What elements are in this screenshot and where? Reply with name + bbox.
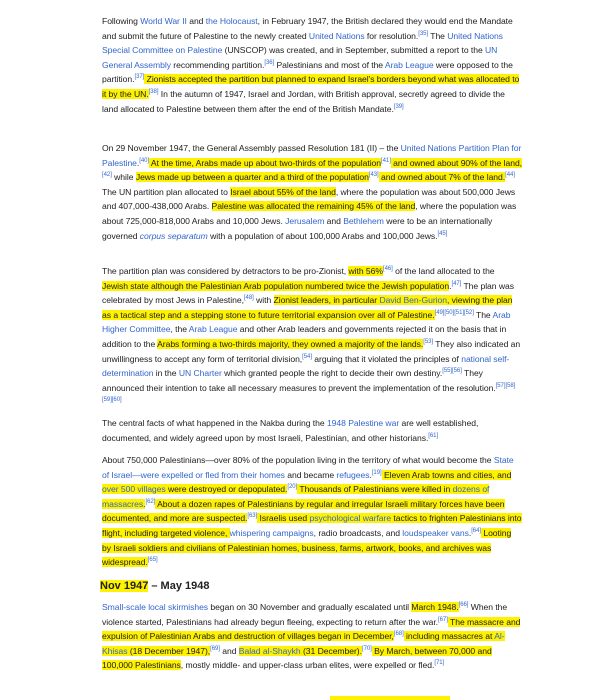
- body-text: while: [111, 172, 136, 183]
- highlighted-text: tactics to frighten Palestinians into flight, including targeted violence,: [102, 513, 522, 538]
- citation-link[interactable]: [49][50][51][52]: [434, 309, 474, 316]
- paragraph-1: [102, 14, 522, 116]
- highlighted-text: March 1948: [411, 602, 457, 612]
- highlighted-text: Palestine was allocated the remaining 45% of the land: [211, 201, 416, 212]
- citation-link[interactable]: [19]: [371, 469, 382, 476]
- highlighted-text: Zionists accepted the partition but planned to expand Israel's borders beyond what was allocated to it by the UN.: [102, 74, 520, 99]
- wiki-link[interactable]: refugees: [336, 469, 370, 480]
- paragraph-5: [102, 453, 522, 570]
- wiki-link[interactable]: United Nations Special Committee on Palestine: [102, 30, 503, 56]
- body-text: and: [219, 645, 239, 656]
- highlighted-text: Eleven Arab towns and cities, and: [381, 469, 512, 480]
- highlighted-text: At the time,: [149, 157, 196, 168]
- body-text: On 29 November 1947, the General Assembly passed Resolution 181 (II) – the: [102, 143, 401, 153]
- body-text: of the land allocated to the: [392, 266, 495, 276]
- highlighted-text: including massacres at: [403, 631, 495, 642]
- body-text: and: [186, 16, 206, 26]
- paragraph-4: [102, 416, 522, 445]
- highlighted-text: with 56%: [348, 266, 383, 276]
- body-text: for resolution.: [364, 30, 419, 41]
- paragraph-6: [102, 600, 522, 673]
- wiki-link[interactable]: Arab League: [384, 59, 434, 70]
- highlighted-text: , viewing the plan as a tactical step and a stepping stone to future territorial expansion over all of Palestine.: [102, 295, 513, 320]
- citation-link[interactable]: [71]: [434, 660, 445, 667]
- citation-link[interactable]: [61]: [428, 432, 439, 439]
- body-text: They announced their intention to take all necessary measures to prevent the implementation of the resolution.: [102, 368, 496, 393]
- body-text: .: [449, 280, 452, 291]
- citation-link[interactable]: [46]: [382, 266, 393, 273]
- body-text: with a population of about 100,000 Arabs and 100,000 Jews.: [207, 230, 438, 241]
- wiki-link[interactable]: United Nations Partition Plan for Palestine: [102, 143, 522, 168]
- paragraph-3: [102, 264, 522, 410]
- citation-link[interactable]: [48]: [243, 295, 254, 302]
- highlighted-text: Jewish state although the Palestinian Arab population numbered twice the Jewish population: [102, 280, 450, 291]
- wiki-link[interactable]: Balad al-Shaykh: [238, 645, 301, 656]
- citation-link[interactable]: [67]: [438, 616, 448, 623]
- highlight-strip: [330, 696, 450, 700]
- body-text: , the: [170, 324, 189, 335]
- citation-link[interactable]: [35]: [418, 30, 429, 37]
- body-text: The: [428, 30, 448, 41]
- citation-link[interactable]: [41]: [381, 157, 391, 164]
- wiki-link[interactable]: the Holocaust: [205, 16, 258, 26]
- citation-link[interactable]: [68]: [393, 631, 404, 638]
- citation-link[interactable]: [64]: [471, 528, 481, 535]
- highlighted-text: and owned about 90% of the land,: [390, 157, 523, 168]
- section-heading: [100, 580, 209, 592]
- paragraph-2: [102, 141, 522, 243]
- highlighted-text: Israelis used: [257, 513, 310, 524]
- body-text: About 750,000 Palestinians—over 80% of the population living in the territory of what would become the: [102, 455, 494, 465]
- citation-link[interactable]: [69]: [210, 645, 220, 652]
- highlighted-text: The massacre and expulsion of Palestinian Arabs and destruction of villages began in December,: [102, 616, 521, 642]
- wiki-link[interactable]: State of Israel: [102, 455, 514, 480]
- body-text: with: [253, 295, 274, 306]
- highlighted-text: were destroyed or depopulated.: [165, 484, 288, 495]
- body-text: are well established, documented, and widely agreed upon by most Israeli, Palestinian, and other historians.: [102, 418, 479, 443]
- citation-link[interactable]: [53]: [423, 339, 434, 346]
- body-text: .: [136, 157, 140, 168]
- body-text: and other Arab leaders and governments rejected it on the basis that in addition to the: [102, 324, 507, 349]
- wiki-link[interactable]: psychological warfare: [309, 513, 392, 524]
- citation-link[interactable]: [39]: [393, 103, 404, 110]
- highlighted-text: Arabs forming a two-thirds majority, they owned a majority of the lands.: [157, 338, 424, 349]
- body-text: in the: [153, 368, 179, 379]
- body-text: , radio broadcasts, and: [313, 527, 403, 538]
- citation-link[interactable]: [40]: [139, 157, 150, 164]
- wiki-link[interactable]: 1948 Palestine war: [326, 418, 400, 428]
- highlighted-text: .: [143, 498, 146, 509]
- citation-link[interactable]: [66]: [458, 602, 469, 609]
- body-text: Palestinians and most of the: [274, 59, 385, 70]
- wiki-link[interactable]: United Nations: [308, 30, 365, 41]
- body-text: (UNSCOP) was created, and in September, submitted a report to the: [222, 45, 486, 56]
- wiki-link[interactable]: corpus separatum: [139, 230, 208, 241]
- highlighted-text: Arabs made up about two-thirds of the population: [195, 157, 382, 168]
- citation-link[interactable]: [54]: [302, 353, 312, 360]
- highlighted-text: Thousands of Palestinians were killed in: [297, 484, 453, 495]
- wiki-link[interactable]: Jerusalem: [285, 215, 325, 226]
- highlighted-text: (18 December 1947),: [127, 645, 211, 656]
- highlighted-text: About a dozen rapes of Palestinians by regular and irregular Israeli military forces have been documented, and more are suspected.: [102, 498, 505, 524]
- body-text: were to be an internationally governed: [102, 215, 493, 241]
- citation-link[interactable]: [44]: [505, 172, 515, 179]
- body-text: .: [468, 527, 472, 538]
- body-text: .: [369, 469, 372, 480]
- citation-link[interactable]: [65]: [147, 557, 158, 564]
- citation-link[interactable]: [42]: [102, 172, 112, 179]
- citation-link[interactable]: [57][58][59][60]: [102, 382, 516, 404]
- body-text: began on 30 November and gradually escalated until: [208, 602, 412, 612]
- body-text: recommending partition.: [170, 59, 265, 70]
- wiki-link[interactable]: —were expelled or fled from their homes: [132, 469, 285, 480]
- citation-link[interactable]: [55][56]: [442, 368, 462, 375]
- wiki-link[interactable]: Arab League: [188, 324, 238, 335]
- citation-link[interactable]: [47]: [451, 280, 462, 287]
- body-text: They also indicated an unwillingness to accept any form of territorial division,: [102, 338, 521, 364]
- highlighted-text: Israel about 55% of the land: [230, 186, 336, 197]
- citation-link[interactable]: [36]: [264, 59, 275, 66]
- section-heading-highlight: Nov 1947: [100, 580, 149, 592]
- wiki-link[interactable]: dozens of massacres: [102, 484, 490, 509]
- body-text: The partition plan was considered by detractors to be pro-Zionist,: [102, 266, 349, 276]
- body-text: Following: [102, 16, 141, 26]
- highlighted-text: and owned about 7% of the land.: [378, 172, 506, 183]
- body-text: and became: [284, 469, 337, 480]
- wiki-link[interactable]: Bethlehem: [343, 215, 384, 226]
- body-text: arguing that it violated the principles of: [311, 353, 462, 364]
- highlighted-text: By March, between 70,000 and 100,000 Palestinians: [102, 645, 492, 671]
- body-text: The plan was celebrated by most Jews in Palestine,: [102, 280, 514, 306]
- citation-link[interactable]: [63]: [247, 513, 258, 520]
- wiki-link[interactable]: UN Charter: [178, 368, 222, 379]
- highlighted-text: (31 December).: [300, 645, 362, 656]
- wiki-link[interactable]: Arab Higher Committee: [102, 309, 511, 335]
- body-text: were opposed to the partition.: [102, 59, 513, 85]
- wiki-link[interactable]: over 500 villages: [102, 484, 166, 495]
- body-text: , in February 1947, the British declared they would end the Mandate and submit the future of Palestine to the newly created: [102, 16, 513, 41]
- body-text: The: [473, 309, 493, 320]
- highlighted-text: .: [456, 602, 459, 612]
- citation-link[interactable]: [37]: [134, 74, 145, 81]
- body-text: When the violence started, Palestinians had already begun fleeing, expecting to return after the war.: [102, 602, 508, 627]
- wiki-link[interactable]: loudspeaker vans: [402, 527, 469, 538]
- citation-link[interactable]: [43]: [368, 172, 379, 179]
- wiki-link[interactable]: Small-scale local skirmishes: [102, 602, 209, 612]
- wiki-link[interactable]: national self-determination: [102, 353, 510, 379]
- wiki-link[interactable]: David Ben-Gurion: [379, 295, 447, 306]
- citation-link[interactable]: [70]: [361, 645, 372, 652]
- wiki-link[interactable]: whispering campaigns: [229, 527, 314, 538]
- body-text: The central facts of what happened in the Nakba during the: [102, 418, 327, 428]
- body-text: and: [324, 215, 344, 226]
- body-text: , mostly middle- and upper-class urban elites, were expelled or fled.: [180, 660, 435, 671]
- body-text: which granted people the right to decide their own destiny.: [221, 368, 443, 379]
- wiki-link[interactable]: UN General Assembly: [102, 45, 498, 70]
- highlighted-text: Zionist leaders, in particular: [273, 295, 380, 306]
- citation-link[interactable]: [45]: [437, 230, 448, 237]
- highlighted-text: Looting by Israeli soldiers and civilians of Palestinian homes, business, farms, artwork, books, and archives was widespread.: [102, 527, 512, 568]
- highlighted-text: Jews made up between a quarter and a third of the population: [135, 172, 369, 183]
- citation-link[interactable]: [20]: [287, 484, 298, 491]
- body-text: The UN partition plan allocated to: [102, 186, 231, 197]
- citation-link[interactable]: [62]: [145, 498, 156, 505]
- wiki-link[interactable]: Al-Khisas: [102, 631, 505, 656]
- wiki-link[interactable]: World War II: [140, 16, 187, 26]
- body-text: , where the population was about 725,000-818,000 Arabs and 10,000 Jews.: [102, 201, 517, 226]
- body-text: In the autumn of 1947, Israel and Jordan, with British approval, secretly agreed to divide the land allocated to Palestine between them after the end of the British Mandate.: [102, 88, 505, 114]
- section-heading-rest: – May 1948: [148, 580, 210, 592]
- citation-link[interactable]: [38]: [148, 89, 159, 96]
- body-text: , where the population was about 500,000 Jews and 407,000-438,000 Arabs.: [102, 186, 516, 212]
